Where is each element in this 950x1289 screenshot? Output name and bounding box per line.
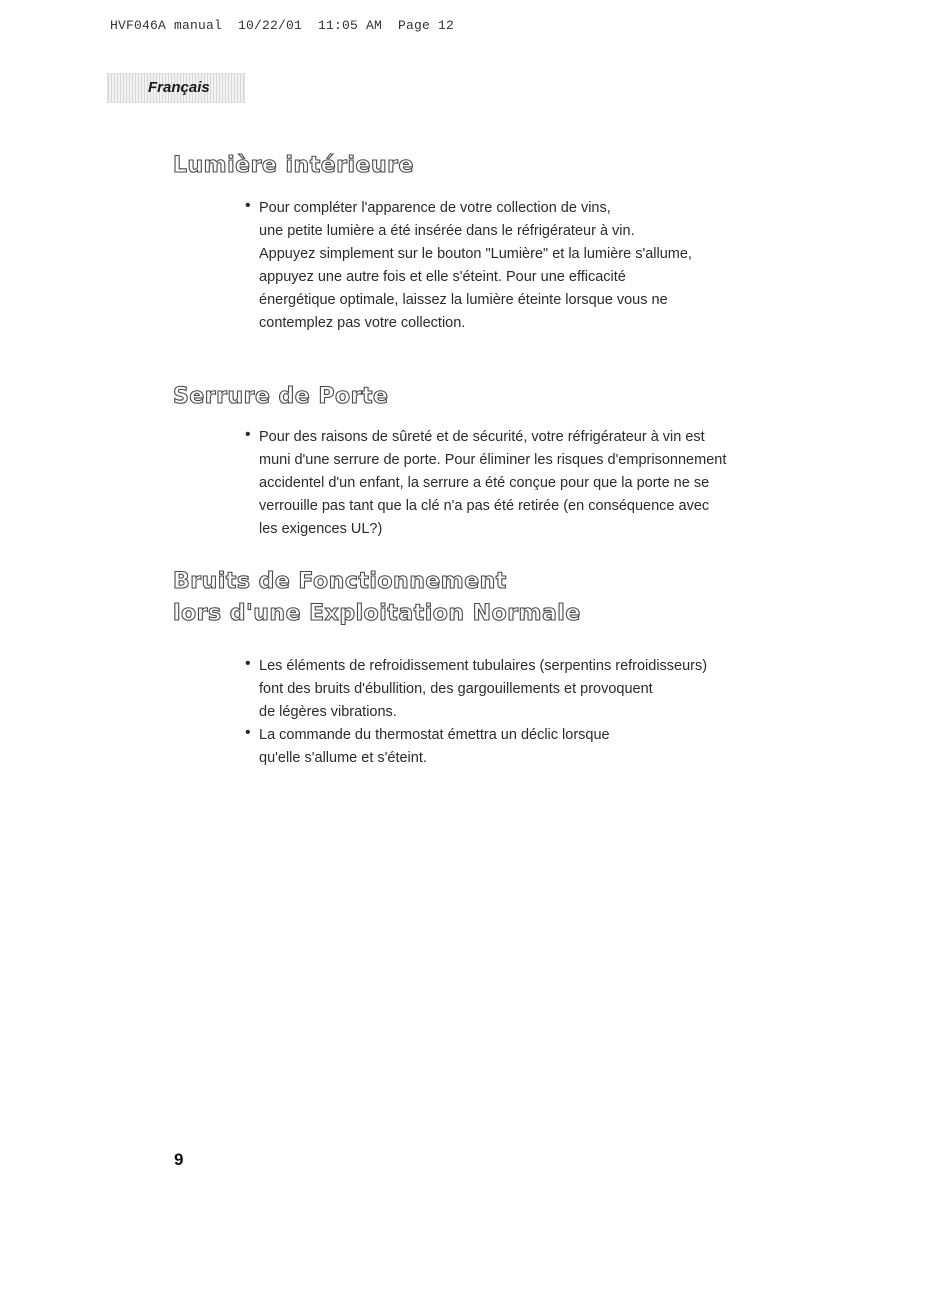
bullet-icon: • (245, 197, 251, 214)
paragraph-line: une petite lumière a été insérée dans le réfrigérateur à vin. (259, 223, 635, 239)
paragraph-line: Pour compléter l'apparence de votre collection de vins, (259, 200, 611, 216)
list-item (245, 655, 707, 724)
bullet-list-operating-noises (245, 655, 707, 770)
list-item (245, 197, 692, 335)
section-title-operating-noises-line1: Bruits de Fonctionnement (173, 569, 507, 594)
paragraph-line: de légères vibrations. (259, 704, 397, 720)
section-title-operating-noises-line2: lors d'une Exploitation Normale (173, 601, 581, 626)
list-item (245, 426, 726, 541)
paragraph-line: muni d'une serrure de porte. Pour éliminer les risques d'emprisonnement (259, 452, 727, 468)
language-tab (107, 73, 245, 103)
paragraph-line: Appuyez simplement sur le bouton "Lumière" et la lumière s'allume, (259, 246, 692, 262)
print-slug-header: HVF046A manual 10/22/01 11:05 AM Page 12 (110, 18, 455, 33)
paragraph-line: les exigences UL?) (259, 521, 383, 537)
paragraph-line: La commande du thermostat émettra un déclic lorsque (259, 727, 610, 743)
paragraph-line: qu'elle s'allume et s'éteint. (259, 750, 427, 766)
language-label: Français (148, 79, 210, 96)
paragraph-line: verrouille pas tant que la clé n'a pas été retirée (en conséquence avec (259, 498, 710, 514)
list-item (245, 724, 707, 770)
bullet-list-interior-light (245, 197, 692, 335)
bullet-icon: • (245, 655, 251, 672)
paragraph-line: Pour des raisons de sûreté et de sécurité, votre réfrigérateur à vin est (259, 429, 705, 445)
paragraph-line: énergétique optimale, laissez la lumière éteinte lorsque vous ne (259, 292, 668, 308)
bullet-icon: • (245, 724, 251, 741)
bullet-icon: • (245, 426, 251, 443)
bullet-list-door-lock (245, 426, 726, 541)
paragraph-line: appuyez une autre fois et elle s'éteint. Pour une efficacité (259, 269, 626, 285)
paragraph-line: Les éléments de refroidissement tubulaires (serpentins refroidisseurs) (259, 658, 708, 674)
paragraph-line: font des bruits d'ébullition, des gargouillements et provoquent (259, 681, 653, 697)
paragraph-line: accidentel d'un enfant, la serrure a été conçue pour que la porte ne se (259, 475, 710, 491)
page-number: 9 (174, 1150, 184, 1169)
section-title-door-lock: Serrure de Porte (173, 384, 389, 409)
paragraph-line: contemplez pas votre collection. (259, 315, 466, 331)
section-title-interior-light: Lumière intérieure (173, 153, 414, 178)
